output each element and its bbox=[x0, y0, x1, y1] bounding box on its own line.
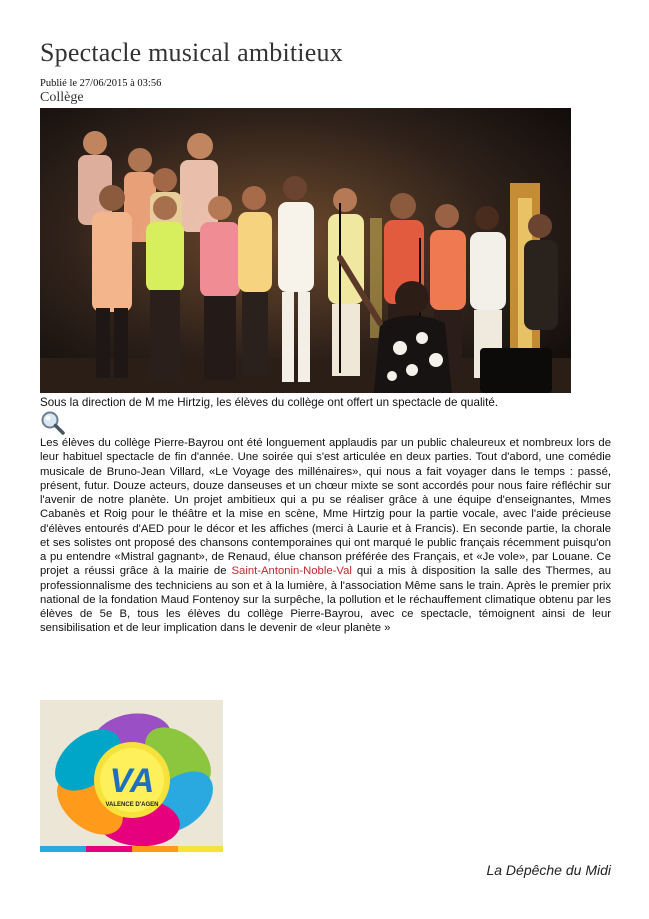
body-text-part1: Les élèves du collège Pierre-Bayrou ont été longuement applaudis par un public chaleureux et nombreux lors de leur habituel spectacle de fin d'année. Une soirée qui s'est articulée en deux parties. Tout d'abord, une comédie musicale de Bruno-Jean Villard, «Le Voyage des millénaires», qui nous a fait voyager dans le temps : passé, présent, futur. Douze acteurs, douze danseuses et un chœur mixte se sont accordés pour nous faire réfléchir sur l'avenir de notre planète. Un projet ambitieux qui a pu se réaliser grâce à une équipe d'enseignantes, Mmes Cabanès et Roig pour le théâtre et la mise en scène, Mme Hirtzig pour la partie vocale, avec l'aide précieuse d'élèves entourés d'AED pour le décor et les affiches (merci à Laurie et à Francis). En seconde partie, la chorale et ses solistes ont proposé des chansons contemporaines qui ont marqué le public français récemment puisqu'on a pu entendre «Mistral gagnant», de Renaud, élue chanson préférée des Français, et «Je vole», par Louane. Ce projet a réussi grâce à la mairie de bbox=[40, 437, 611, 578]
source-attribution: La Dépêche du Midi bbox=[486, 862, 611, 878]
magnifier-icon[interactable] bbox=[40, 410, 66, 436]
body-text-part2: qui a mis à disposition la salle des Thermes, au professionnalisme des techniciens au son et à la lumière, à l'association Même sans le train. Après le premier prix national de la fondation Maud Fontenoy sur la surpêche, la pollution et le réchauffement climatique obtenu par les élèves de 5e B, tous les élèves du collège Pierre-Bayrou, avec ce spectacle, témoignent ainsi de leur sensibilisation et de leur implication dans le devenir de «leur planète » bbox=[40, 565, 611, 635]
valence-dagen-logo bbox=[40, 700, 223, 852]
article-title: Spectacle musical ambitieux bbox=[40, 38, 343, 67]
logo-town-name: VALENCE D'AGEN bbox=[105, 802, 159, 808]
article-category: Collège bbox=[40, 90, 84, 105]
article-photo[interactable] bbox=[40, 108, 571, 393]
article-body bbox=[40, 436, 611, 636]
photo-caption: Sous la direction de M me Hirtzig, les élèves du collège ont offert un spectacle de qualité. bbox=[40, 396, 498, 409]
publication-date: Publié le 27/06/2015 à 03:56 bbox=[40, 78, 162, 89]
saint-antonin-link[interactable]: Saint-Antonin-Noble-Val bbox=[231, 565, 352, 578]
logo-initials: VA bbox=[109, 762, 155, 800]
concert-photo-illustration bbox=[40, 108, 571, 393]
